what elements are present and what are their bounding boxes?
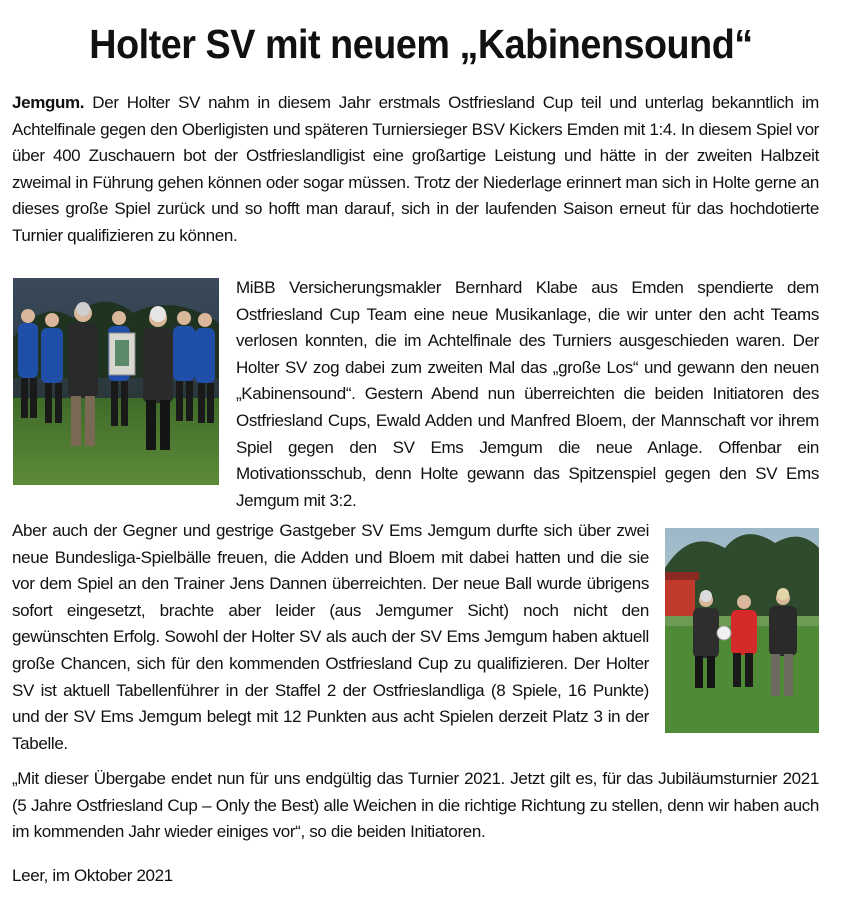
paragraph-quote: „Mit dieser Übergabe endet nun für uns endgültig das Turnier 2021. Jetzt gilt es, für das Jubiläumsturnier 2021 (5 Jahre Ostfriesland Cup – Only the Best) alle Weichen in die richtige Richtung zu stellen, denn wir haben auch im kommenden Jahr wieder einiges vor“, so die beiden Initiatoren.: [12, 769, 819, 842]
team-photo: [13, 278, 219, 485]
ball-handover-photo: [665, 528, 819, 733]
paragraph-intro: [12, 90, 819, 250]
paragraph-donation: MiBB Versicherungsmakler Bernhard Klabe aus Emden spendierte dem Ostfriesland Cup Team eine neue Musikanlage, die wir unter den acht Teams verlosen konnten, die im Achtelfinale des Turniers ausgeschieden waren. Der Holter SV zog dabei zum zweiten Mal das „große Los“ und gewann den neuen „Kabinensound“. Gestern Abend nun überreichten die beiden Initiatoren des Ostfriesland Cups, Ewald Adden und Manfred Bloem, der Mannschaft vor ihrem Spiel gegen den SV Ems Jemgum die neue Anlage. Offenbar ein Motivationsschub, denn Holte gewann das Spitzenspiel gegen den SV Ems Jemgum mit 3:2.: [236, 278, 819, 510]
paragraph-opponent: Aber auch der Gegner und gestrige Gastgeber SV Ems Jemgum durfte sich über zwei neue Bundesliga-Spielbälle freuen, die Adden und Bloem mit dabei hatten und die sie vor dem Spiel an den Trainer Jens Dannen überreichten. Der neue Ball wurde übrigens sofort eingesetzt, brachte aber leider (aus Jemgumer Sicht) noch nicht den gewünschten Erfolg. Sowohl der Holter SV als auch der SV Ems Jemgum haben aktuell große Chancen, sich für den kommenden Ostfriesland Cup zu qualifizieren. Der Holter SV ist aktuell Tabellenführer in der Staffel 2 der Ostfrieslandliga (8 Spiele, 16 Punkte) und der SV Ems Jemgum belegt mit 12 Punkten aus acht Spielen derzeit Platz 3 in der Tabelle.: [12, 521, 649, 753]
paragraph-intro-text: Der Holter SV nahm in diesem Jahr erstmals Ostfriesland Cup teil und unterlag bekanntlich im Achtelfinale gegen den Oberligisten und späteren Turniersieger BSV Kickers Emden mit 1:4. In diesem Spiel vor über 400 Zuschauern bot der Ostfrieslandligist eine großartige Leistung und hätte in der zweiten Halbzeit zweimal in Führung gehen können oder sogar müssen. Trotz der Niederlage erinnert man sich in Holte gerne an dieses große Spiel zurück und so hofft man darauf, sich in der laufenden Saison erneut für das hochdotierte Turnier qualifizieren zu können.: [12, 93, 819, 245]
article-title: Holter SV mit neuem „Kabinensound“: [89, 21, 753, 67]
closing-dateline: Leer, im Oktober 2021: [12, 866, 173, 885]
dateline: Jemgum.: [12, 93, 85, 112]
